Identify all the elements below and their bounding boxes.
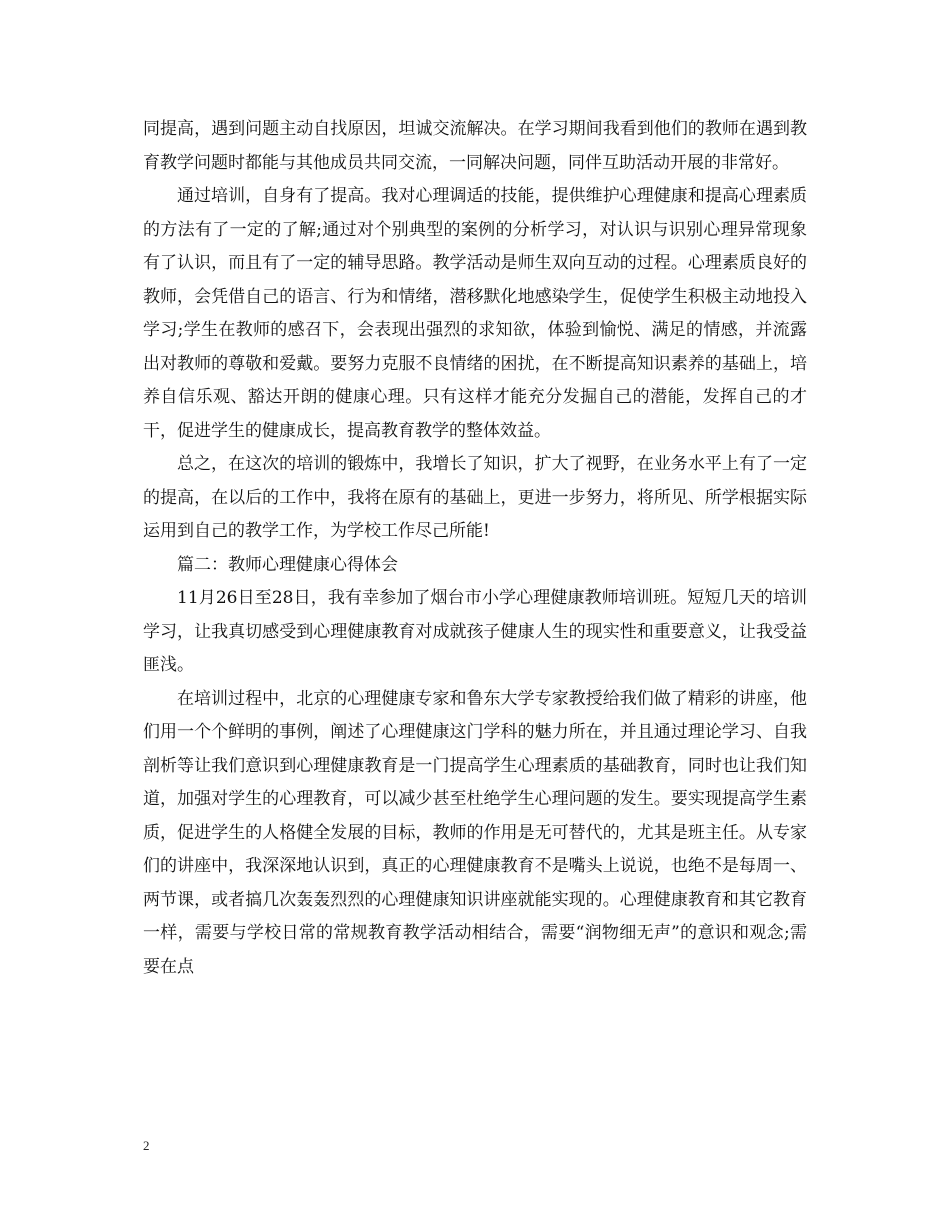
- paragraph-conclusion: 总之，在这次的培训的锻炼中，我增长了知识，扩大了视野，在业务水平上有了一定的提高，在以后的工作中，我将在原有的基础上，更进一步努力，将所见、所学根据实际运用到自己的教学工作，为学校工作尽己所能!: [143, 454, 807, 541]
- paragraph-training-intro: 11月26日至28日，我有幸参加了烟台市小学心理健康教师培训班。短短几天的培训学习，让我真切感受到心理健康教育对成就孩子健康人生的现实性和重要意义，让我受益匪浅。: [143, 588, 807, 675]
- paragraph-continuation: 同提高，遇到问题主动自找原因，坦诚交流解决。在学习期间我看到他们的教师在遇到教育教学问题时都能与其他成员共同交流，一同解决问题，同伴互助活动开展的非常好。: [143, 119, 807, 173]
- paragraph-training-process: 在培训过程中，北京的心理健康专家和鲁东大学专家教授给我们做了精彩的讲座，他们用一个个鲜明的事例，阐述了心理健康这门学科的魅力所在，并且通过理论学习、自我剖析等让我们意识到心理健康教育是一门提高学生心理素质的基础教育，同时也让我们知道，加强对学生的心理教育，可以减少甚至杜绝学生心理问题的发生。要实现提高学生素质，促进学生的人格健全发展的目标，教师的作用是无可替代的，尤其是班主任。从专家们的讲座中，我深深地认识到，真正的心理健康教育不是嘴头上说说，也绝不是每周一、两节课，或者搞几次轰轰烈烈的心理健康知识讲座就能实现的。心理健康教育和其它教育一样，需要与学校日常的常规教育教学活动相结合，需要“润物细无声”的意识和观念;需要在点: [143, 688, 807, 977]
- paragraph-training-gains: 通过培训，自身有了提高。我对心理调适的技能，提供维护心理健康和提高心理素质的方法有了一定的了解;通过对个别典型的案例的分析学习，对认识与识别心理异常现象有了认识，而且有了一定的辅导思路。教学活动是师生双向互动的过程。心理素质良好的教师，会凭借自己的语言、行为和情绪，潜移默化地感染学生，促使学生积极主动地投入学习;学生在教师的感召下，会表现出强烈的求知欲，体验到愉悦、满足的情感，并流露出对教师的尊敬和爱戴。要努力克服不良情绪的困扰，在不断提高知识素养的基础上，培养自信乐观、豁达开朗的健康心理。只有这样才能充分发掘自己的潜能，发挥自己的才干，促进学生的健康成长，提高教育教学的整体效益。: [143, 186, 807, 441]
- body-text: [143, 113, 807, 984]
- page-number: 2: [143, 1138, 150, 1153]
- section-heading: 篇二：教师心理健康心得体会: [177, 554, 398, 575]
